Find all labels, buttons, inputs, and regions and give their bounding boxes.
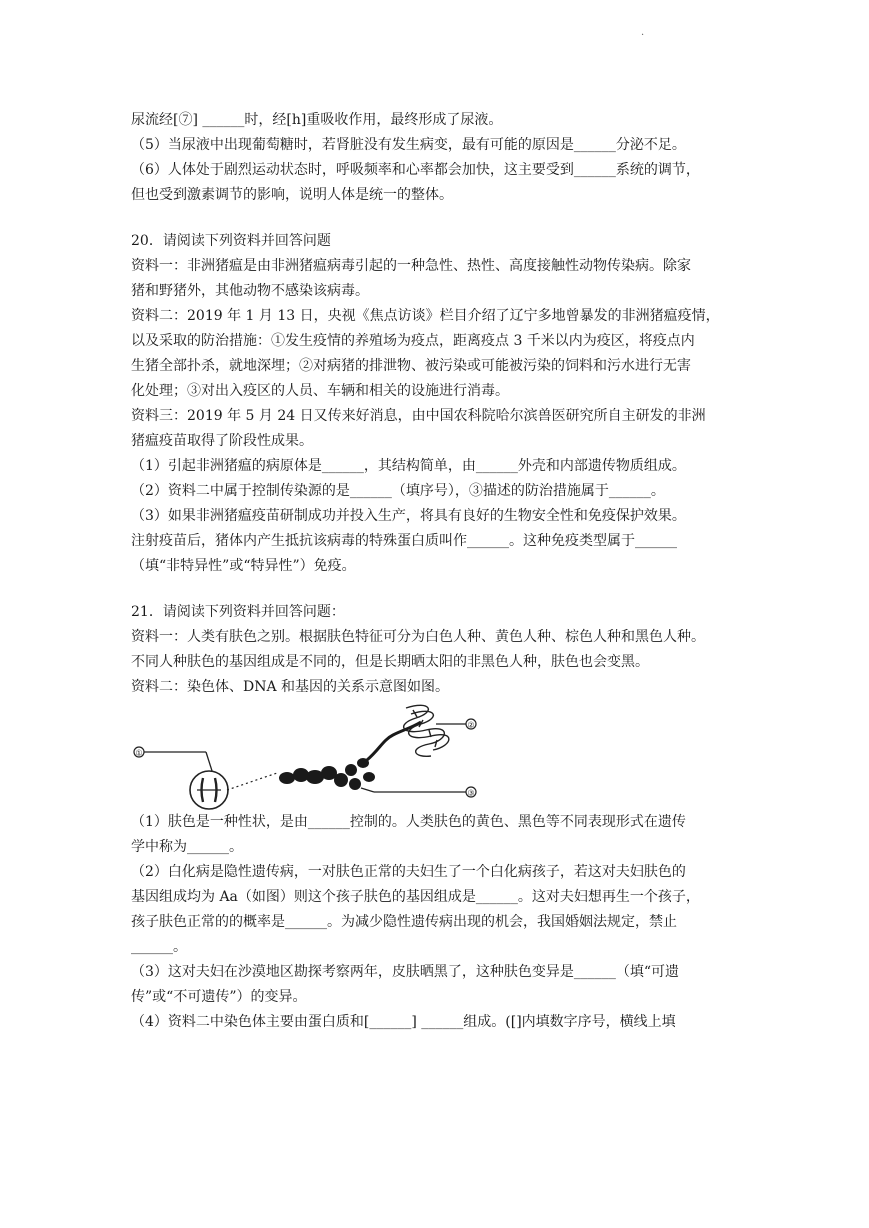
diagram-svg [131,700,491,810]
q20-line: 猪和野猪外，其他动物不感染该病毒。 [131,283,369,299]
q20-line: （2）资料二中属于控制传染源的是______（填序号），③描述的防治措施属于______。 [131,483,665,499]
q21-question-line: 学中称为______。 [131,839,243,855]
q21-question-line: 基因组成均为 Aa（如图）则这个孩子肤色的基因组成是______。这对夫妇想再生一个孩子， [131,889,700,905]
q20-line: 化处理；③对出入疫区的人员、车辆和相关的设施进行消毒。 [131,383,509,399]
q21-line: 资料二：染色体、DNA 和基因的关系示意图如图。 [131,679,450,695]
document-body [131,108,741,1035]
q19-line: 但也受到激素调节的影响，说明人体是统一的整体。 [131,187,453,203]
q21-question-line: ______。 [131,939,187,955]
q21-question-line: 传”或“不可遗传”）的变异。 [131,989,307,1005]
q21-line: 不同人种肤色的基因组成是不同的，但是长期晒太阳的非黑色人种，肤色也会变黑。 [131,654,649,670]
label-2-text: ② [467,720,475,730]
q21-line: 资料一：人类有肤色之别。根据肤色特征可分为白色人种、黄色人种、棕色人种和黑色人种。 [131,629,705,645]
q21-question-line: （1）肤色是一种性状，是由______控制的。人类肤色的黄色、黑色等不同表现形式在遗传 [131,814,686,830]
q21-question-line: （3）这对夫妇在沙漠地区勘探考察两年，皮肤晒黑了，这种肤色变异是______（填“可遗 [131,964,680,980]
page-marker: · [641,30,645,41]
q20-line: （1）引起非洲猪瘟的病原体是______，其结构简单，由______外壳和内部遗传物质组成。 [131,458,686,474]
q19-line: （6）人体处于剧烈运动状态时，呼吸频率和心率都会加快，这主要受到______系统的调节， [131,162,700,178]
q20-line: 猪瘟疫苗取得了阶段性成果。 [131,433,313,449]
chromatin-blobs [279,758,375,790]
q20-line: （填“非特异性”或“特异性”）免疫。 [131,558,356,574]
q19-line: （5）当尿液中出现葡萄糖时，若肾脏没有发生病变，最有可能的原因是______分泌不足。 [131,137,686,153]
q20-line: 资料一：非洲猪瘟是由非洲猪瘟病毒引起的一种急性、热性、高度接触性动物传染病。除家 [131,258,691,274]
q19-line: 尿流经[⑦] ______时，经[h]重吸收作用，最终形成了尿液。 [131,112,503,128]
chromosome-dna-gene-diagram [131,700,741,810]
dna-helix [404,705,449,756]
q20-line: （3）如果非洲猪瘟疫苗研制成功并投入生产，将具有良好的生物安全性和免疫保护效果。 [131,508,686,524]
label-3-text: ③ [467,788,475,798]
q20-line: 注射疫苗后，猪体内产生抵抗该病毒的特殊蛋白质叫作______。这种免疫类型属于______ [131,533,677,549]
q20-line: 以及采取的防治措施：①发生疫情的养殖场为疫点，距离疫点 3 千米以内为疫区，将疫点内 [131,333,695,349]
q21-question-line: （2）白化病是隐性遗传病，一对肤色正常的夫妇生了一个白化病孩子，若这对夫妇肤色的 [131,864,686,880]
leader-3a [361,788,374,792]
q21-title: 21．请阅读下列资料并回答问题： [131,604,345,620]
dotted-connector [227,773,277,790]
q20-line: 资料三：2019 年 5 月 24 日又传来好消息，由中国农科院哈尔滨兽医研究所自主研发的非洲 [131,408,706,424]
q21-question-line: （4）资料二中染色体主要由蛋白质和[______] ______组成。([]内填数字序号，横线上填 [131,1014,676,1030]
q20-line: 资料二：2019 年 1 月 13 日，央视《焦点访谈》栏目介绍了辽宁多地曾暴发的非洲猪瘟疫情， [131,308,720,324]
label-1-text: ① [135,748,143,758]
q20-title: 20．请阅读下列资料并回答问题 [131,233,331,249]
q20-line: 生猪全部扑杀，就地深埋；②对病猪的排泄物、被污染或可能被污染的饲料和污水进行无害 [131,358,691,374]
q21-question-line: 孩子肤色正常的的概率是______。为减少隐性遗传病出现的机会，我国婚姻法规定，禁止 [131,914,677,930]
